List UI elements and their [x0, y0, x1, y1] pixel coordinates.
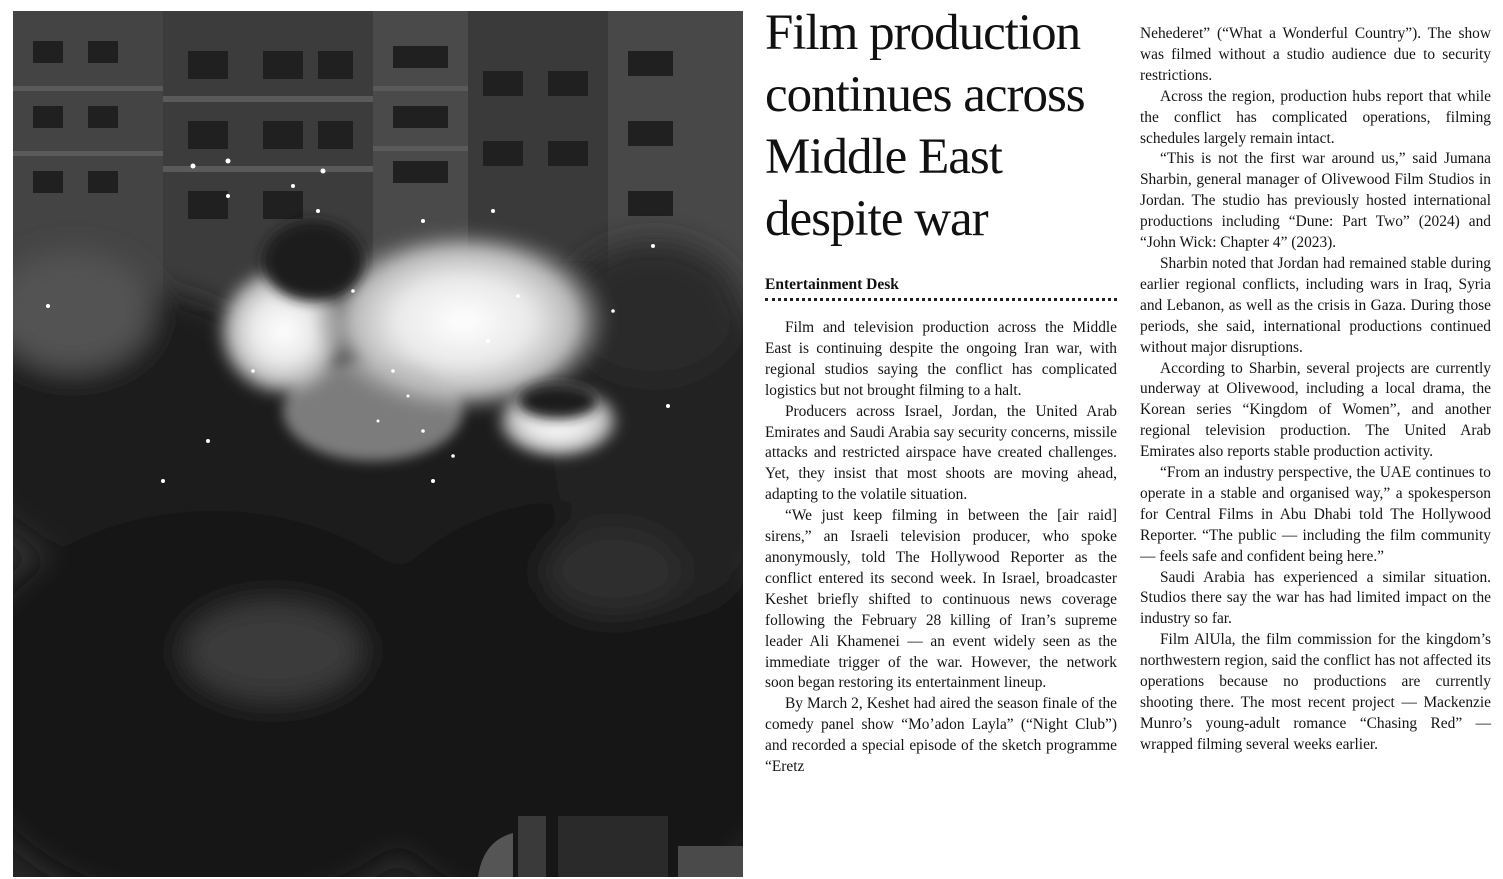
- headline-line: Film production: [765, 5, 1081, 61]
- article-photo: [13, 11, 743, 877]
- paragraph: Producers across Israel, Jordan, the United Arab Emirates and Saudi Arabia say security concerns, missile attacks and restricted airspace have created challenges. Yet, they insist that most shoots are moving ahead, adapting to the volatile situation.: [765, 402, 1117, 504]
- explosion-photo-illustration: [13, 11, 743, 877]
- article-column-1: [765, 318, 1117, 778]
- paragraph: By March 2, Keshet had aired the season finale of the comedy panel show “Mo’adon Layla” (“Night Club”) and recorded a special episode of the sketch programme “Eretz: [765, 695, 1117, 776]
- paragraph: Film AlUla, the film commission for the kingdom’s northwestern region, said the conflict has not affected its operations because no productions are currently shooting there. The most recent project — Mackenzie Munro’s young-adult romance “Chasing Red” — wrapped filming several weeks earlier.: [1140, 631, 1491, 753]
- paragraph: Saudi Arabia has experienced a similar situation. Studios there say the war has had limited impact on the industry so far.: [1140, 568, 1491, 628]
- paragraph: Across the region, production hubs report that while the conflict has complicated operations, filming schedules largely remain intact.: [1140, 87, 1491, 147]
- headline-line: continues across: [765, 67, 1085, 123]
- paragraph: “From an industry perspective, the UAE continues to operate in a stable and organised way,” a spokesperson for Central Films in Abu Dhabi told The Hollywood Reporter. “The public — including the film community — feels safe and confident being here.”: [1140, 464, 1491, 565]
- paragraph: “We just keep filming in between the [air raid] sirens,” an Israeli television producer, who spoke anonymously, told The Hollywood Reporter as the conflict entered its second week. In Israel, broadcaster Keshet briefly shifted to continuous news coverage following the February 28 killing of Iran’s supreme leader Ali Khamenei — an event widely seen as the immediate trigger of the war. However, the network soon began restoring its entertainment lineup.: [765, 507, 1117, 692]
- byline: Entertainment Desk: [765, 276, 899, 293]
- paragraph: “This is not the first war around us,” said Jumana Sharbin, general manager of Olivewood Film Studios in Jordan. The studio has previously hosted international productions including “Dune: Part Two” (2024) and “John Wick: Chapter 4” (2023).: [1140, 150, 1491, 252]
- article-column-2: [1140, 24, 1491, 756]
- paragraph: Nehederet” (“What a Wonderful Country”). The show was filmed without a studio audience due to security restrictions.: [1140, 25, 1491, 84]
- paragraph: Film and television production across the Middle East is continuing despite the ongoing Iran war, with regional studios saying the conflict has complicated logistics but not brought filming to a halt.: [765, 319, 1117, 399]
- headline-line: Middle East: [765, 129, 1002, 185]
- headline-line: despite war: [765, 191, 988, 247]
- dotted-divider: [765, 298, 1117, 301]
- headline: [765, 2, 1125, 250]
- paragraph: Sharbin noted that Jordan had remained stable during earlier regional conflicts, including wars in Iraq, Syria and Lebanon, as well as the crisis in Gaza. During those periods, she said, international productions continued without major disruptions.: [1140, 254, 1491, 356]
- paragraph: According to Sharbin, several projects are currently underway at Olivewood, including a local drama, the Korean series “Kingdom of Women”, and another regional television production. The United Arab Emirates also reports stable production activity.: [1140, 359, 1491, 461]
